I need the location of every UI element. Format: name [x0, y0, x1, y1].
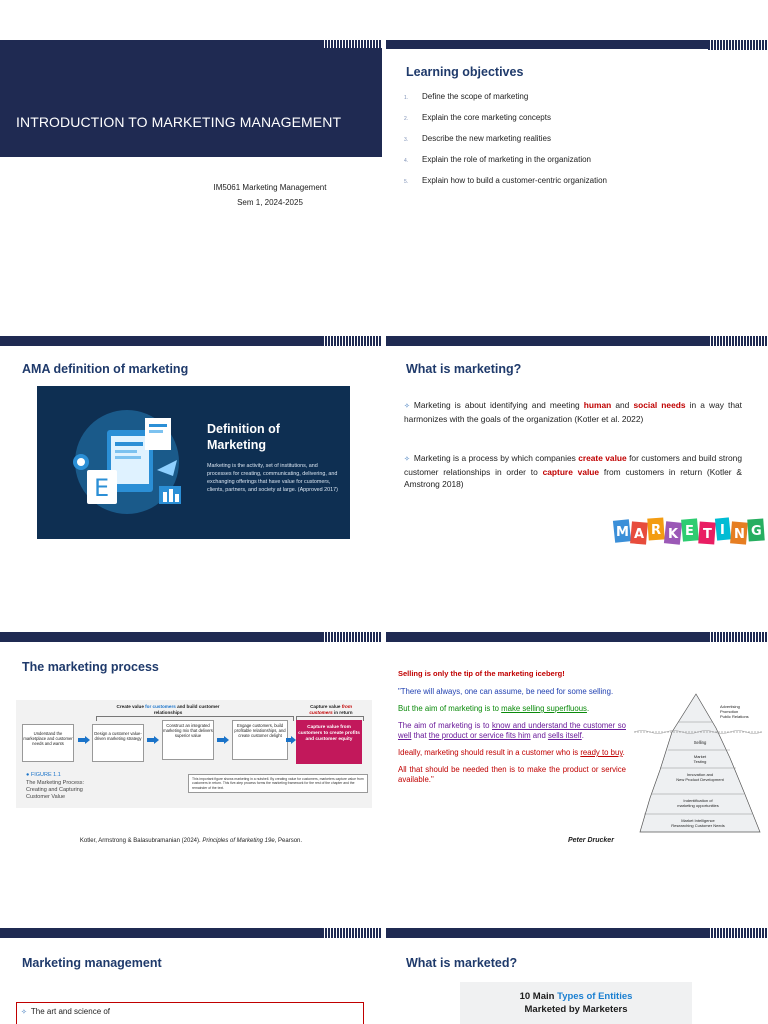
slide-learning-objectives[interactable] — [386, 40, 768, 328]
slide-heading: Selling is only the tip of the marketing iceberg! — [398, 669, 565, 678]
card-title-line-2: Marketing — [207, 438, 267, 452]
figure-caption-2: Creating and Capturing — [26, 787, 83, 793]
figure-note: This important figure shows marketing in a nutshell. By creating value for customers, marketers capture value from customers in return. This five-step process forms the marketing framework for the rest of the chapter and the remainder of the text. — [188, 774, 368, 793]
arrow-icon — [147, 736, 159, 744]
quote-block — [398, 687, 626, 785]
process-step-2: Design a customer value-driven marketing strategy — [92, 724, 144, 762]
slide-marketing-management[interactable] — [0, 928, 382, 1024]
bullet-icon: ✧ — [404, 456, 410, 463]
definition-1: ✧ Marketing is about identifying and meeting human and social needs in a way that harmonizes with the goals of the organization (Kotler et al. 2022) — [404, 400, 742, 424]
slide-what-is-marketed[interactable] — [386, 928, 768, 1024]
iceberg-label-intelligence: Market Intelligence Researching Customer Needs — [671, 818, 725, 828]
process-step-5: Capture value from customers to create profits and customer equity — [296, 720, 362, 764]
svg-text:E: E — [94, 474, 110, 502]
arrow-icon — [78, 736, 90, 744]
figure-label: ● FIGURE 1.1 — [26, 772, 61, 778]
citation: Kotler, Armstrong & Balasubramanian (2024). Principles of Marketing 19e, Pearson. — [79, 838, 303, 844]
svg-text:R: R — [651, 523, 662, 538]
slide-what-is-marketing[interactable] — [386, 336, 768, 624]
create-value-header: Create value for customers and build customer relationships — [116, 704, 220, 715]
iceberg-label-identification: Indentification of marketing opportunities — [677, 798, 719, 808]
presentation-title: INTRODUCTION TO MARKETING MANAGEMENT — [16, 114, 342, 130]
header-bar — [0, 928, 382, 938]
list-item: 2. Explain the core marketing concepts — [404, 113, 551, 122]
quote-2: But the aim of marketing is to make selling superfluous. — [398, 704, 590, 713]
list-item: 4. Explain the role of marketing in the organization — [404, 155, 591, 164]
list-item: 1. Define the scope of marketing — [404, 92, 529, 101]
arrow-icon — [217, 736, 229, 744]
definition-2: ✧ Marketing is a process by which companies create value for customers and build strong customer relationships in order to capture value from customers in return (Kotler & Amstrong 2018) — [404, 453, 742, 489]
entities-banner — [460, 982, 692, 1024]
banner-line-2: Marketed by Marketers — [524, 1004, 628, 1015]
slide-ama-definition[interactable] — [0, 336, 382, 624]
bullet-icon: ✧ — [21, 1009, 27, 1016]
list-item: 3. Describe the new marketing realities — [404, 134, 551, 143]
bullet-icon: ✧ — [404, 403, 410, 410]
process-figure — [16, 700, 372, 808]
iceberg-diagram — [632, 688, 764, 836]
card-body: Marketing is the activity, set of institutions, and processes for creating, communicating, delivering, and exchanging offerings that have value for customers, clients, partners, and society at large. (Approved 2017) — [207, 463, 338, 493]
slide-heading: AMA definition of marketing — [22, 362, 189, 376]
header-bar — [0, 336, 382, 346]
tile-letter: M — [616, 525, 629, 540]
svg-text:A: A — [634, 527, 645, 542]
process-step-4: Engage customers, build profitable relationships, and create customer delight — [232, 720, 288, 760]
definition-item: ✧ The art and science of — [21, 1007, 111, 1016]
marketing-tiles-graphic — [612, 514, 768, 550]
quote-5: All that should be needed then is to make the product or service available." — [398, 765, 626, 784]
quote-1: "There will always, one can assume, be need for some selling. — [398, 687, 614, 696]
iceberg-label-innovation: Innovation and New Product Development — [676, 772, 724, 782]
svg-text:I: I — [720, 523, 725, 538]
slide-heading: Learning objectives — [406, 65, 524, 79]
iceberg-label-testing: Market Testing — [693, 754, 707, 764]
svg-text:E: E — [685, 524, 694, 539]
quote-author: Peter Drucker — [568, 837, 614, 844]
objectives-list — [404, 92, 607, 197]
marketing-illustration — [67, 400, 195, 525]
slide-heading: What is marketing? — [406, 362, 522, 376]
svg-text:T: T — [703, 527, 712, 542]
quote-4: Ideally, marketing should result in a customer who is ready to buy. — [398, 748, 625, 757]
definition-box — [16, 1002, 364, 1024]
course-code: IM5061 Marketing Management — [213, 183, 327, 192]
header-bar — [386, 40, 768, 49]
iceberg-label-top: Advertising Promotion Public Relations — [720, 704, 749, 719]
figure-caption-1: The Marketing Process: — [26, 780, 85, 786]
definition-card — [37, 386, 350, 539]
card-title-line-1: Definition of — [207, 422, 280, 436]
arrow-icon — [286, 736, 296, 744]
header-bar — [386, 336, 768, 346]
header-bar — [386, 632, 768, 642]
quote-3: The aim of marketing is to know and understand the customer so well that the product or service fits him and sells itself. — [398, 721, 626, 740]
process-step-3: Construct an integrated marketing mix that delivers superior value — [162, 720, 214, 760]
process-step-1: Understand the marketplace and customer needs and wants — [22, 724, 74, 762]
iceberg-label-selling: Selling — [693, 740, 707, 745]
svg-text:G: G — [751, 524, 762, 539]
slide-heading: What is marketed? — [406, 956, 518, 970]
list-item: 5. Explain how to build a customer-centric organization — [404, 176, 607, 185]
slide-marketing-process[interactable] — [0, 632, 382, 920]
dot-icon: ● — [26, 772, 30, 778]
capture-value-header: Capture value from customers in return — [309, 704, 353, 715]
figure-caption-3: Customer Value — [26, 794, 66, 800]
slide-title[interactable] — [0, 40, 382, 328]
header-bar — [0, 632, 382, 642]
svg-text:N: N — [734, 527, 745, 542]
svg-text:K: K — [668, 527, 679, 542]
semester: Sem 1, 2024-2025 — [237, 198, 303, 207]
title-banner — [0, 40, 382, 157]
banner-stripes — [322, 40, 382, 48]
banner-line-1: 10 Main Types of Entities — [519, 991, 633, 1002]
slide-heading: The marketing process — [22, 660, 159, 674]
slide-heading: Marketing management — [22, 956, 162, 970]
header-bar — [386, 928, 768, 938]
slide-iceberg[interactable] — [386, 632, 768, 920]
